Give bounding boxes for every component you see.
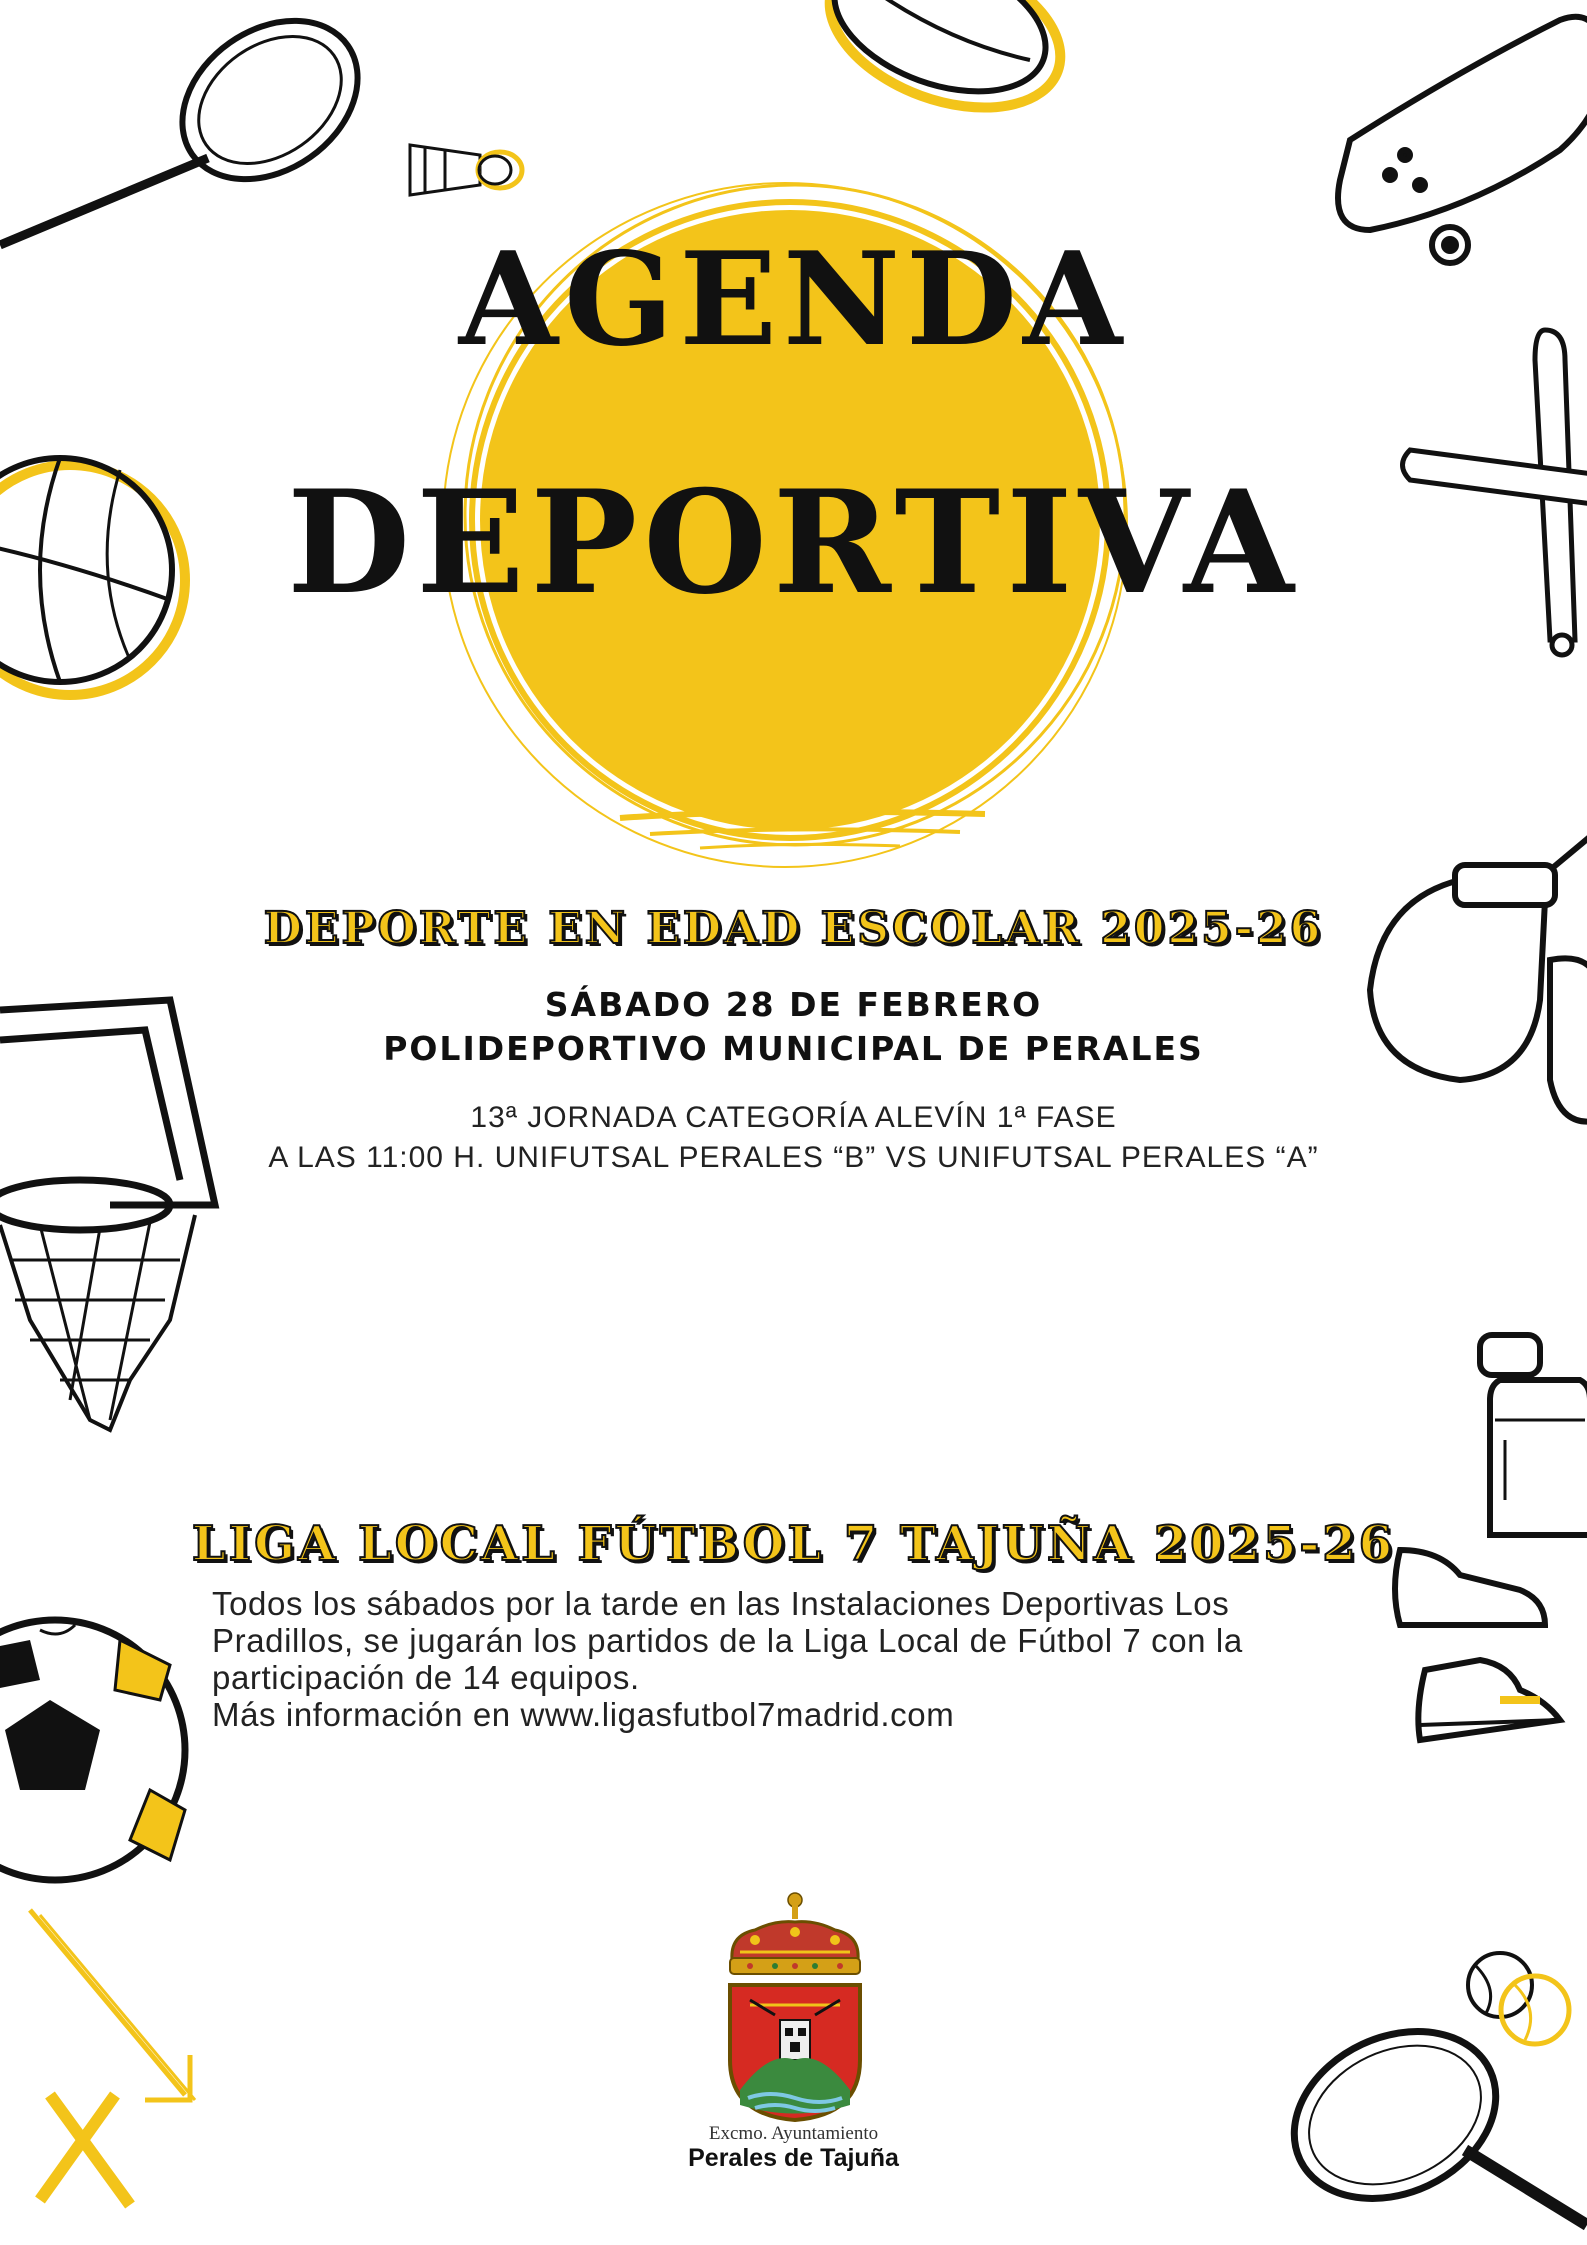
sneakers-icon <box>1395 1550 1560 1740</box>
section1-venue: POLIDEPORTIVO MUNICIPAL DE PERALES <box>383 1029 1204 1068</box>
section1-detail-2: A LAS 11:00 H. UNIFUTSAL PERALES “B” VS UNIFUTSAL PERALES “A” <box>268 1141 1319 1174</box>
tennis-balls-icon <box>1468 1953 1569 2044</box>
section2-line: participación de 14 equipos. <box>212 1659 640 1696</box>
section2-paragraph <box>212 1585 1382 1733</box>
title-line-1: AGENDA <box>458 225 1129 375</box>
crest-caption-2: Perales de Tajuña <box>688 2144 899 2172</box>
tennis-racket-icon <box>1267 2000 1587 2230</box>
section2-line: Pradillos, se jugarán los partidos de la Liga Local de Fútbol 7 con la <box>212 1622 1243 1659</box>
section1-heading: DEPORTE EN EDAD ESCOLAR 2025-26 <box>263 903 1324 954</box>
title-line-2: DEPORTIVA <box>287 460 1300 626</box>
section2-line: Todos los sábados por la tarde en las Instalaciones Deportivas Los <box>212 1585 1230 1622</box>
water-bottle-icon <box>1480 1335 1587 1535</box>
badminton-racket-icon <box>0 0 388 245</box>
crest-caption-1: Excmo. Ayuntamiento <box>708 2123 879 2144</box>
crest-icon <box>720 1890 870 2125</box>
section1-detail-1: 13ª JORNADA CATEGORÍA ALEVÍN 1ª FASE <box>470 1101 1117 1134</box>
boxing-gloves-icon <box>1370 820 1587 1122</box>
soccer-ball-icon <box>0 1620 185 1880</box>
rugby-ball-icon <box>808 0 1081 137</box>
shuttlecock-icon <box>410 145 522 195</box>
section2-line: Más información en www.ligasfutbol7madrid.com <box>212 1696 955 1733</box>
section2-heading: LIGA LOCAL FÚTBOL 7 TAJUÑA 2025-26 <box>191 1516 1396 1572</box>
section1-date: SÁBADO 28 DE FEBRERO <box>544 985 1043 1024</box>
